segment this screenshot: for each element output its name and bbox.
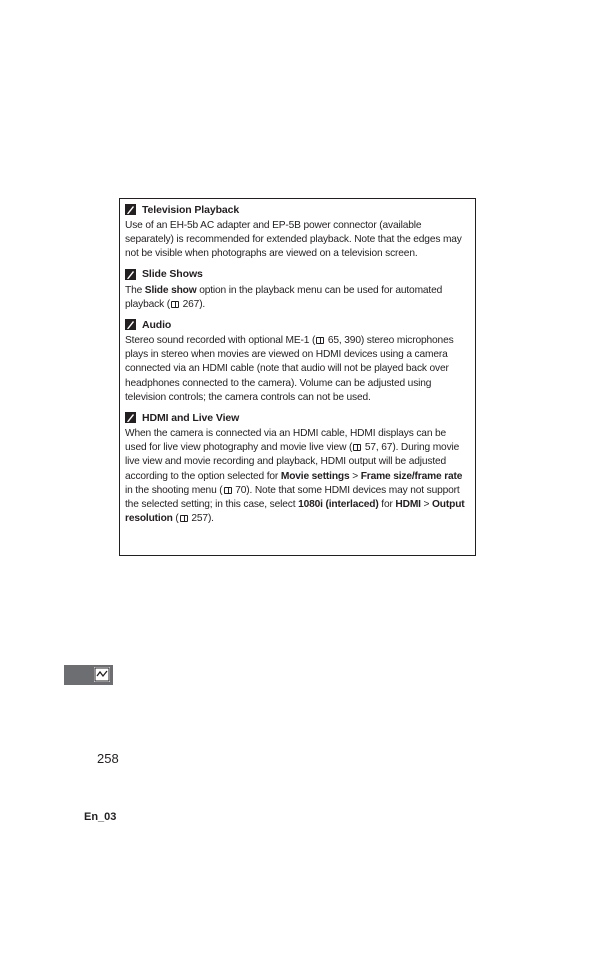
pencil-note-icon — [125, 412, 136, 423]
note-body: When the camera is connected via an HDMI cable, HDMI displays can be used for live view photography and movie live view ( 57, 67). During movie live view and movie recording and playback, HDMI output will be adjusted according to the option selected for Movie settings > Frame size/frame rate in the shooting menu ( 70). Note that some HDMI devices may not support the selected setting; in this case, select 1080i (interlaced) for HDMI > Output resolution ( 257). — [125, 428, 465, 525]
bold-term: HDMI — [395, 499, 421, 511]
bold-term: Slide show — [144, 284, 197, 296]
page-reference[interactable]: 57, 67 — [364, 442, 393, 454]
book-reference-icon — [180, 515, 188, 522]
page-reference[interactable]: 70 — [235, 484, 247, 496]
pencil-note-icon — [125, 269, 136, 280]
playback-graph-icon — [94, 667, 110, 682]
book-reference-icon — [171, 301, 179, 308]
note-body: Stereo sound recorded with optional ME-1 ( 65, 390) stereo microphones plays in stereo when movies are viewed on HDMI devices using a camera connected via an HDMI cable (note that audio will not be played back over headphones connected to the camera). Volume can be adjusted using television controls; the camera controls can not be used. — [125, 335, 454, 403]
bold-term: Frame size/frame rate — [360, 470, 463, 482]
bold-term: Movie settings — [280, 470, 350, 482]
note-body: The Slide show option in the playback menu can be used for automated playback ( 267). — [125, 284, 443, 310]
book-reference-icon — [316, 337, 324, 344]
section-tab-marker — [64, 665, 113, 685]
note-body: Use of an EH-5b AC adapter and EP-5B power connector (available separately) is recommended for extended playback. Note that the edges may not be visible when photographs are viewed on a television screen. — [125, 220, 462, 260]
note-title: Slide Shows — [142, 268, 203, 281]
bold-term: Output resolution — [125, 499, 465, 525]
pencil-note-icon — [125, 204, 136, 215]
page-reference[interactable]: 65, 390 — [327, 335, 361, 347]
book-reference-icon — [224, 487, 232, 494]
page-number: 258 — [97, 751, 119, 766]
note-slide-shows — [125, 267, 469, 312]
page-reference[interactable]: 267 — [182, 298, 200, 310]
notes-box — [119, 198, 476, 556]
note-audio — [125, 317, 469, 405]
bold-term: 1080i (interlaced) — [298, 499, 379, 511]
note-title: Television Playback — [142, 203, 240, 216]
note-television-playback — [125, 202, 469, 262]
note-title: Audio — [142, 318, 172, 331]
document-code: En_03 — [84, 811, 117, 823]
pencil-note-icon — [125, 319, 136, 330]
page-reference[interactable]: 257 — [191, 513, 208, 525]
book-reference-icon — [353, 444, 361, 451]
note-title: HDMI and Live View — [142, 411, 240, 424]
note-hdmi-live-view — [125, 410, 469, 526]
